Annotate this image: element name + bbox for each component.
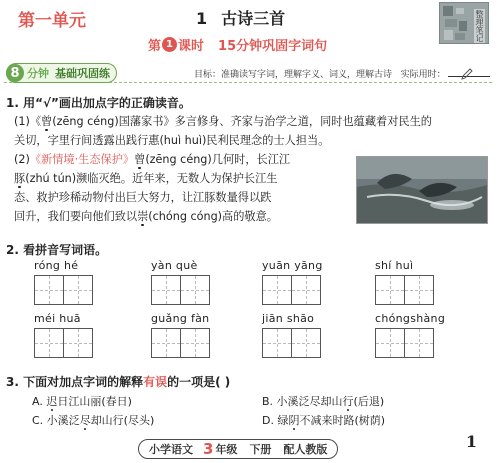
text: B. 小溪泛尽却山 xyxy=(262,395,343,408)
dotted-char: 崇 xyxy=(137,210,149,223)
q1-paragraph-2-line-3: 态、救护珍稀动物付出巨大努力，让江豚数量得以跌 xyxy=(14,191,272,204)
question-3-head xyxy=(6,373,230,390)
writing-cell[interactable] xyxy=(375,275,405,305)
text: 却山行(尽头) xyxy=(90,414,155,427)
pinyin-item-2 xyxy=(151,259,209,305)
pinyin-item-8 xyxy=(375,312,445,358)
badge-minutes: 8 xyxy=(6,64,24,82)
footer-grade: 3 xyxy=(203,440,214,458)
text: 日江山丽(春日) xyxy=(57,395,132,408)
lesson-title xyxy=(196,6,285,29)
footer-edition: 配人教版 xyxy=(283,443,328,456)
question-1-head: 1. 用“√”画出加点字的正确读音。 xyxy=(6,96,191,110)
text: (chóng cóng)高的敬意。 xyxy=(148,210,278,223)
goal-text xyxy=(194,67,490,80)
question-1 xyxy=(6,94,191,111)
text: (zēng céng)几何时，长江江 xyxy=(145,153,291,166)
subtitle-prefix: 第 xyxy=(148,39,162,54)
pencil-icon xyxy=(460,67,474,81)
writing-cell[interactable] xyxy=(180,275,210,305)
writing-grid[interactable] xyxy=(262,328,320,358)
footer-banner xyxy=(138,439,338,459)
question-2-head: 2. 看拼音写词语。 xyxy=(6,243,108,257)
pinyin-item-3 xyxy=(262,259,323,305)
text: A. xyxy=(32,395,47,408)
writing-grid[interactable] xyxy=(34,328,92,358)
pinyin-label: yuān yāng xyxy=(262,259,323,272)
dotted-char: 曾 xyxy=(134,153,146,166)
dotted-char: 阴 xyxy=(288,414,300,427)
writing-cell[interactable] xyxy=(262,275,292,305)
writing-cell[interactable] xyxy=(404,328,434,358)
goal-time-label: 实际用时： xyxy=(400,70,446,80)
writing-cell[interactable] xyxy=(291,275,321,305)
writing-cell[interactable] xyxy=(63,275,93,305)
text: (zēng céng)国藩家书》多言修身、齐家与治学之道，同时也蕴藏着对民生的 xyxy=(52,115,432,128)
pinyin-label: shí huì xyxy=(375,259,414,272)
dotted-char: 行 xyxy=(342,395,354,408)
writing-cell[interactable] xyxy=(34,275,64,305)
writing-cell[interactable] xyxy=(63,328,93,358)
pinyin-item-1 xyxy=(34,259,92,305)
porpoise-image xyxy=(357,157,487,223)
lesson-name: 古诗三首 xyxy=(221,9,286,28)
writing-cell[interactable] xyxy=(34,328,64,358)
footer-subject: 小学语文 xyxy=(149,443,193,456)
lesson-subtitle xyxy=(148,35,327,54)
writing-cell[interactable] xyxy=(375,328,405,358)
badge-unit: 分钟 xyxy=(27,67,49,80)
option-a[interactable] xyxy=(32,393,132,409)
goal-description: 目标：准确读写字词，理解字义、词义，理解古诗 xyxy=(194,70,393,80)
dotted-char: 尽 xyxy=(79,414,91,427)
lesson-number: 1 xyxy=(196,9,208,28)
pinyin-label: jiān shāo xyxy=(262,312,315,325)
pinyin-label: yàn què xyxy=(151,259,198,272)
question-3 xyxy=(6,373,230,390)
text: 回升，我们要向他们致以 xyxy=(14,210,138,223)
dotted-char: 豚 xyxy=(14,172,26,185)
finless-porpoise-photo xyxy=(356,156,488,224)
footer-grade-unit: 年级 xyxy=(215,443,238,456)
option-d[interactable] xyxy=(262,412,385,428)
writing-grid[interactable] xyxy=(375,275,433,305)
qr-label: 整理笔记 xyxy=(475,10,484,42)
subtitle-suffix: 课时 xyxy=(178,39,205,54)
footer-term: 下册 xyxy=(249,443,272,456)
writing-cell[interactable] xyxy=(151,275,181,305)
q1-paragraph-1-line-2: 关切，字里行间透露出践行惠(huì huì)民利民理念的士人担当。 xyxy=(14,134,330,147)
pinyin-item-7 xyxy=(262,312,320,358)
period-number-badge: 1 xyxy=(162,37,177,52)
unit-title: 第一单元 xyxy=(18,11,86,31)
pinyin-item-4 xyxy=(375,259,433,305)
qr-code-icon[interactable] xyxy=(439,2,489,44)
subtitle-tail: 15分钟巩固字词句 xyxy=(218,39,328,54)
text: (1)《 xyxy=(14,115,42,128)
option-b[interactable] xyxy=(262,393,384,409)
writing-grid[interactable] xyxy=(34,275,92,305)
writing-grid[interactable] xyxy=(151,275,209,305)
badge-name: 基础巩固练 xyxy=(55,67,110,80)
text: 不减来时路(树荫) xyxy=(299,414,386,427)
writing-cell[interactable] xyxy=(404,275,434,305)
q1-paragraph-1-line-1 xyxy=(14,112,432,131)
text: 的一项是( ) xyxy=(167,375,231,389)
pinyin-item-6 xyxy=(151,312,209,358)
writing-cell[interactable] xyxy=(262,328,292,358)
pinyin-label: chóngshàng xyxy=(375,312,446,325)
text: (后退) xyxy=(353,395,385,408)
pinyin-label: méi huā xyxy=(34,312,81,325)
context-tag: 《新情境·生态保护》 xyxy=(29,153,135,166)
text: (zhú tún)濒临灭绝。近年来，无数人为保护长江生 xyxy=(25,172,278,185)
section-badge xyxy=(6,63,117,83)
page-number: 1 xyxy=(465,432,477,451)
text: D. 绿 xyxy=(262,414,289,427)
text: C. 小溪泛 xyxy=(32,414,80,427)
dotted-char: 曾 xyxy=(41,115,53,128)
q1-paragraph-2-line-1 xyxy=(14,150,290,169)
dotted-char: 迟 xyxy=(46,395,58,408)
pinyin-label: róng hé xyxy=(34,259,79,272)
q1-paragraph-2-line-4 xyxy=(14,207,278,226)
question-2 xyxy=(6,241,107,258)
writing-cell[interactable] xyxy=(291,328,321,358)
writing-grid[interactable] xyxy=(262,275,323,305)
writing-cell[interactable] xyxy=(151,328,181,358)
pinyin-item-5 xyxy=(34,312,92,358)
writing-cell[interactable] xyxy=(180,328,210,358)
pinyin-label: guǎng fàn xyxy=(151,312,210,325)
text: 3. 下面对加点字词的解释 xyxy=(6,375,144,389)
q1-paragraph-2-line-2 xyxy=(14,169,278,188)
emphasis-text: 有误 xyxy=(143,375,168,389)
section-band xyxy=(4,65,492,83)
writing-grid[interactable] xyxy=(151,328,209,358)
text: (2) xyxy=(14,153,30,166)
writing-grid[interactable] xyxy=(375,328,445,358)
option-c[interactable] xyxy=(32,412,154,428)
